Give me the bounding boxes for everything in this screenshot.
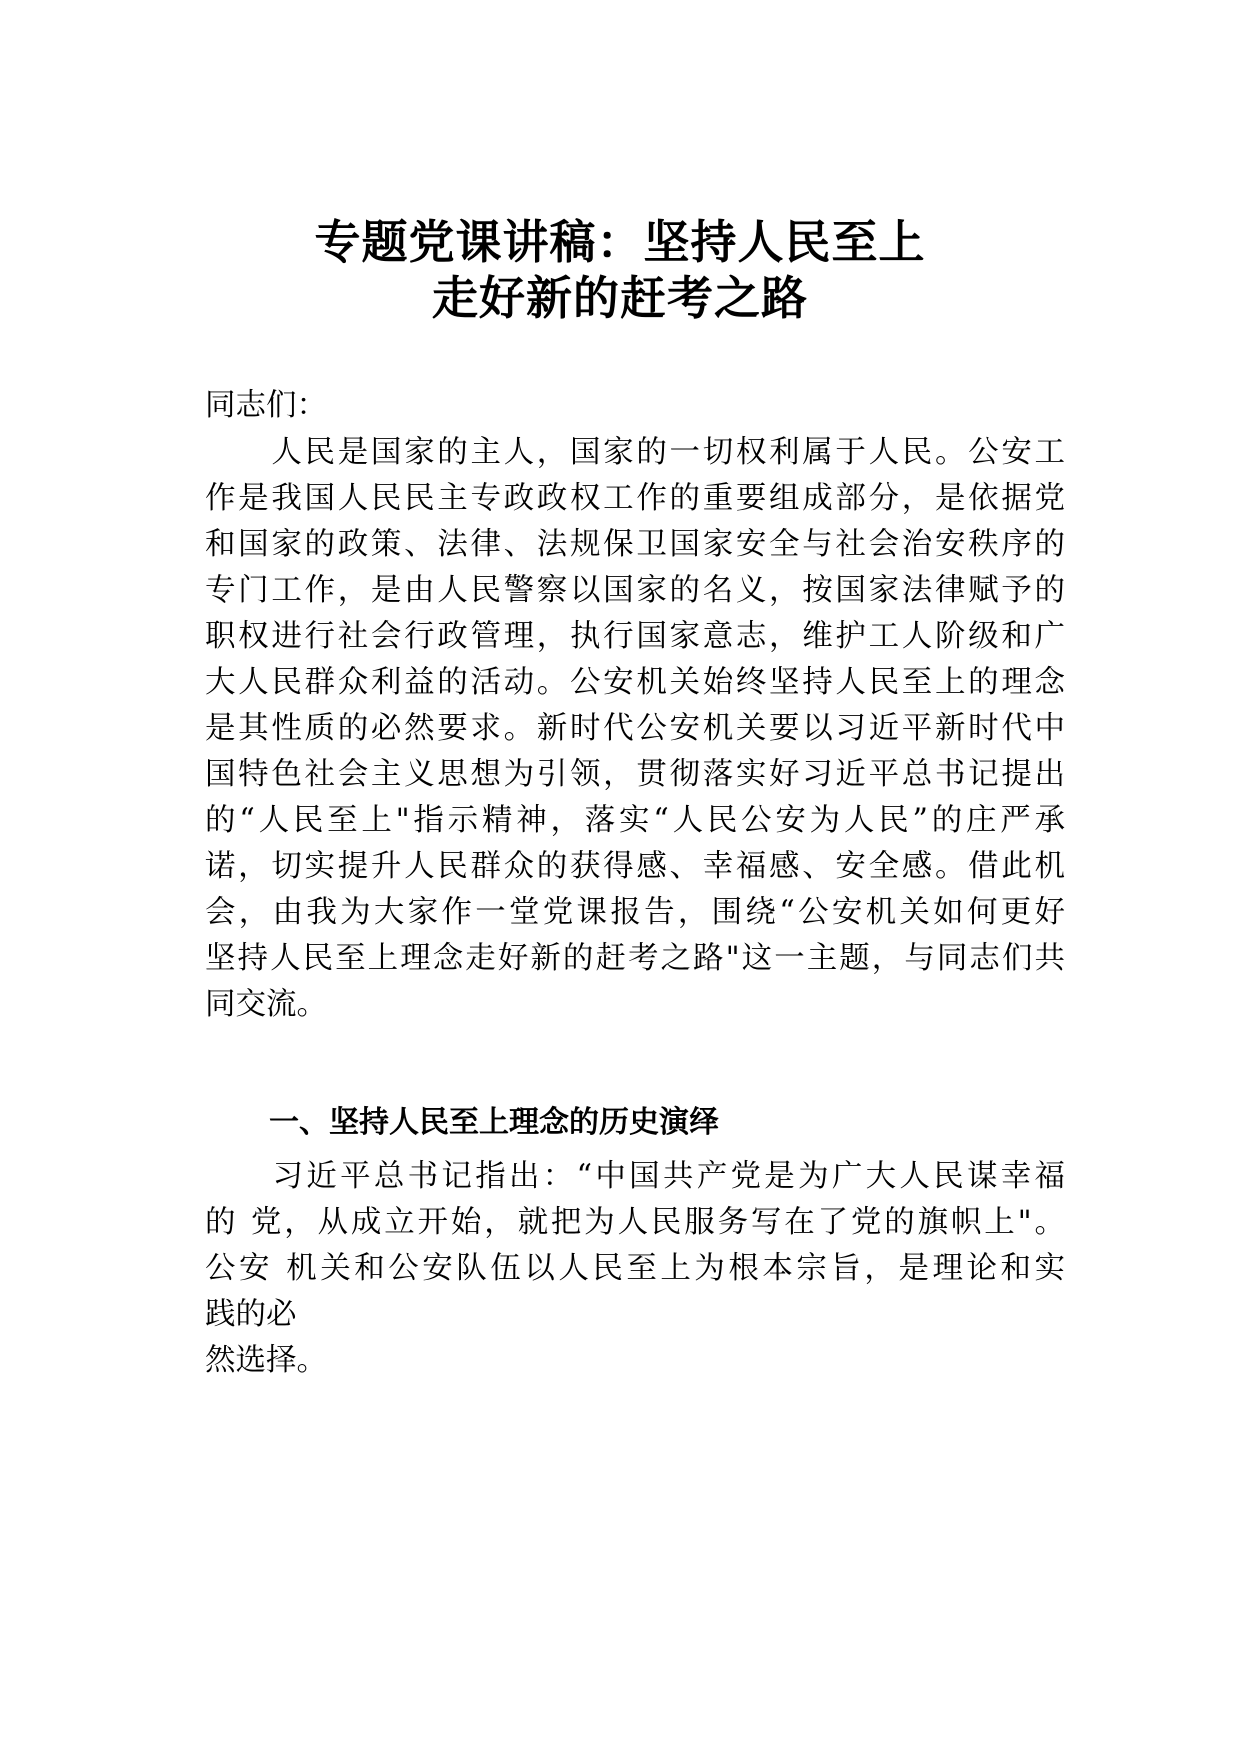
paragraph-line: 习近平总书记指出：“中国共产党是为广大人民谋幸福	[205, 1159, 1065, 1194]
paragraph-line: 同交流。	[205, 987, 327, 1022]
paragraph-line: 公安 机关和公安队伍以人民至上为根本宗旨，是理论和实	[205, 1251, 1065, 1286]
document-title-line-2: 走好新的赶考之路	[432, 271, 808, 325]
paragraph-line: 大人民群众利益的活动。公安机关始终坚持人民至上的理念	[205, 665, 1065, 700]
section-heading: 一、坚持人民至上理念的历史演绎	[269, 1105, 719, 1140]
paragraph-line: 职权进行社会行政管理，执行国家意志，维护工人阶级和广	[205, 619, 1065, 654]
paragraph-line: 然选择。	[205, 1343, 327, 1378]
paragraph-line: 和国家的政策、法律、法规保卫国家安全与社会治安秩序的	[205, 527, 1065, 562]
document-title-line-1: 专题党课讲稿：坚持人民至上	[314, 215, 926, 269]
paragraph-line: 的 党，从成立开始，就把为人民服务写在了党的旗帜上"。	[205, 1205, 1065, 1240]
paragraph-line: 专门工作，是由人民警察以国家的名义，按国家法律赋予的	[205, 573, 1065, 608]
paragraph-line: 践的必	[205, 1297, 297, 1332]
paragraph-line: 人民是国家的主人，国家的一切权利属于人民。公安工	[205, 435, 1065, 470]
paragraph-line: 作是我国人民民主专政政权工作的重要组成部分，是依据党	[205, 481, 1065, 516]
paragraph-line: 国特色社会主义思想为引领，贯彻落实好习近平总书记提出	[205, 757, 1065, 792]
paragraph-line: 会，由我为大家作一堂党课报告，围绕“公安机关如何更好	[205, 895, 1065, 930]
greeting: 同志们：	[205, 388, 327, 423]
paragraph-line: 是其性质的必然要求。新时代公安机关要以习近平新时代中	[205, 711, 1065, 746]
paragraph-line: 坚持人民至上理念走好新的赶考之路"这一主题，与同志们共	[205, 941, 1065, 976]
paragraph-line: 诺，切实提升人民群众的获得感、幸福感、安全感。借此机	[205, 849, 1065, 884]
paragraph-line: 的“人民至上"指示精神，落实“人民公安为人民”的庄严承	[205, 803, 1065, 838]
